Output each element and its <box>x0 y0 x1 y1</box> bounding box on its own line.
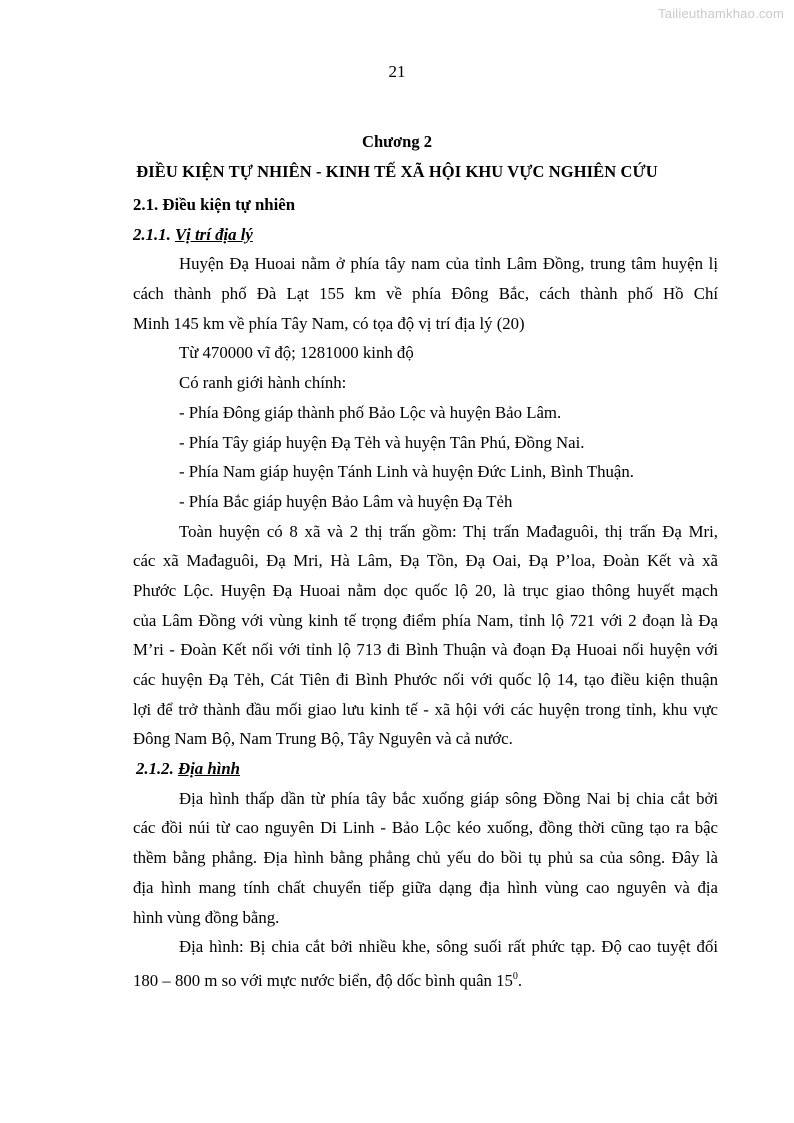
paragraph-line: hình vùng đồng bằng. <box>133 907 280 927</box>
paragraph-line: các huyện Đạ Tẻh, Cát Tiên đi Bình Phước nối với quốc lộ 14, tạo điều kiện thuận <box>133 670 718 689</box>
section-title: Vị trí địa lý <box>174 224 253 244</box>
chapter-heading: Chương 2 <box>362 132 432 151</box>
paragraph-line: Địa hình: Bị chia cắt bởi nhiều khe, sông suối rất phức tạp. Độ cao tuyệt đối <box>179 937 718 957</box>
paragraph-period: . <box>517 970 523 990</box>
boundary-item: - Phía Bắc giáp huyện Bảo Lâm và huyện Đạ Tẻh <box>179 491 513 511</box>
paragraph-line: địa hình mang tính chất chuyển tiếp giữa dạng địa hình vùng cao nguyên và địa <box>133 877 718 897</box>
page-number: 21 <box>388 62 406 81</box>
document-body <box>133 190 718 992</box>
section-heading-2-1-1 <box>133 220 718 250</box>
section-title: Địa hình <box>177 759 240 779</box>
paragraph-line: Minh 145 km về phía Tây Nam, có tọa độ vị trí địa lý (20) <box>133 313 525 333</box>
paragraph-line: cách thành phố Đà Lạt 155 km về phía Đông Bắc, cách thành phố Hồ Chí <box>133 284 718 304</box>
paragraph-line: Toàn huyện có 8 xã và 2 thị trấn gồm: Thị trấn Mađaguôi, thị trấn Đạ Mri, <box>179 521 718 541</box>
paragraph-line: M’ri - Đoàn Kết nối với tỉnh lộ 713 đi Bình Thuận và đoạn Đạ Huoai nối huyện với <box>133 640 718 660</box>
boundary-item: - Phía Nam giáp huyện Tánh Linh và huyện Đức Linh, Bình Thuận. <box>179 462 634 482</box>
paragraph-line-last <box>133 962 718 992</box>
paragraph-line: các xã Mađaguôi, Đạ Mri, Hà Lâm, Đạ Tồn, Đạ Oai, Đạ P’loa, Đoàn Kết và xã <box>133 551 718 571</box>
coordinates-line: Từ 470000 vĩ độ; 1281000 kinh độ <box>179 343 414 363</box>
paragraph-line: của Lâm Đồng với vùng kinh tế trọng điểm phía Nam, tỉnh lộ 721 với 2 đoạn là Đạ <box>133 610 718 630</box>
paragraph-line: Phước Lộc. Huyện Đạ Huoai nằm dọc quốc lộ 20, là trục giao thông huyết mạch <box>133 580 718 600</box>
paragraph-text: 180 – 800 m so với mực nước biển, độ dốc bình quân 15 <box>133 970 513 990</box>
paragraph-line: Địa hình thấp dần từ phía tây bắc xuống giáp sông Đồng Nai bị chia cắt bởi <box>179 788 718 808</box>
watermark: Tailieuthamkhao.com <box>658 6 784 21</box>
paragraph-line: các đồi núi từ cao nguyên Di Linh - Bảo Lộc kéo xuống, đồng thời cũng tạo ra bậc <box>133 818 718 838</box>
paragraph-line: lợi để trở thành đầu mối giao lưu kinh tế - xã hội với các huyện trong tỉnh, khu vực <box>133 699 718 719</box>
boundary-intro: Có ranh giới hành chính: <box>179 373 347 393</box>
paragraph-line: thềm bằng phẳng. Địa hình bằng phẳng chủ yếu do bồi tụ phủ sa của sông. Đây là <box>133 848 718 868</box>
section-heading-2-1-2 <box>133 754 718 784</box>
chapter-title: ĐIỀU KIỆN TỰ NHIÊN - KINH TẾ XÃ HỘI KHU VỰC NGHIÊN CỨU <box>136 162 658 181</box>
section-number: 2.1.2. <box>136 759 174 779</box>
paragraph-line: Huyện Đạ Huoai nằm ở phía tây nam của tỉnh Lâm Đồng, trung tâm huyện lị <box>179 254 718 274</box>
section-number: 2.1.1. <box>133 224 171 244</box>
degree-superscript: 0 <box>512 970 518 982</box>
section-heading-2-1: 2.1. Điều kiện tự nhiên <box>133 195 296 214</box>
paragraph-line: Đông Nam Bộ, Nam Trung Bộ, Tây Nguyên và cả nước. <box>133 729 513 749</box>
boundary-item: - Phía Tây giáp huyện Đạ Tẻh và huyện Tân Phú, Đồng Nai. <box>179 432 585 452</box>
boundary-item: - Phía Đông giáp thành phố Bảo Lộc và huyện Bảo Lâm. <box>179 402 562 422</box>
